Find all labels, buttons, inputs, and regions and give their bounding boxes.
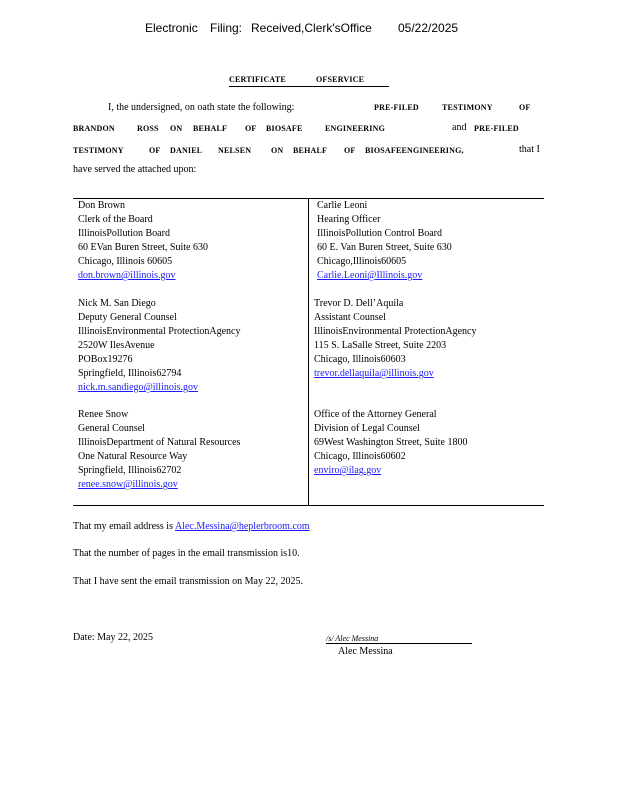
- intro-word: TESTIMONY: [73, 146, 124, 155]
- entry-line: Chicago, Illinois 60605: [78, 256, 173, 267]
- intro-served: have served the attached upon:: [73, 164, 197, 175]
- intro-word: PRE-FILED: [474, 124, 519, 133]
- service-entry-renee-snow: [78, 408, 240, 492]
- intro-word: NELSEN: [218, 146, 252, 155]
- entry-line: Hearing Officer: [317, 214, 381, 225]
- intro-word: ON: [170, 124, 183, 133]
- service-entry-attorney-general: [314, 408, 467, 478]
- entry-line: IllinoisDepartment of Natural Resources: [78, 437, 241, 448]
- email-link[interactable]: renee.snow@illinois.gov: [78, 479, 178, 490]
- service-entry-don-brown: [78, 199, 208, 283]
- entry-line: 60 E. Van Buren Street, Suite 630: [317, 242, 452, 253]
- sender-email-link[interactable]: Alec.Messina@heplerbroom.com: [174, 521, 310, 532]
- intro-word: OF: [245, 124, 257, 133]
- entry-line: General Counsel: [78, 423, 145, 434]
- statement-email-prefix: That my email address is: [73, 521, 173, 532]
- table-bottom-border: [73, 505, 544, 506]
- statement-pages: That the number of pages in the email transmission is10.: [73, 548, 300, 559]
- service-entry-nick-san-diego: [78, 297, 240, 395]
- email-link[interactable]: trevor.dellaquila@illinois.gov: [314, 368, 434, 379]
- table-divider: [308, 198, 309, 505]
- intro-word: BRANDON: [73, 124, 115, 133]
- filing-label-filing: Filing:: [210, 21, 243, 35]
- intro-word: OF: [519, 103, 531, 112]
- filing-date: 05/22/2025: [398, 21, 459, 35]
- entry-line: Division of Legal Counsel: [314, 423, 420, 434]
- service-entry-trevor-dellaquila: [314, 297, 476, 381]
- signature-name: Alec Messina: [338, 646, 393, 657]
- title-underline: [229, 86, 389, 87]
- entry-line: IllinoisPollution Control Board: [317, 228, 443, 239]
- intro-word: BEHALF: [293, 146, 328, 155]
- entry-line: 2520W IlesAvenue: [78, 340, 155, 351]
- intro-word: TESTIMONY: [442, 103, 493, 112]
- entry-line: 115 S. LaSalle Street, Suite 2203: [314, 340, 447, 351]
- email-link[interactable]: Carlie.Leoni@Illinois.gov: [317, 270, 423, 281]
- entry-line: Deputy General Counsel: [78, 312, 177, 323]
- intro-word: DANIEL: [170, 146, 203, 155]
- statement-sent: That I have sent the email transmission on May 22, 2025.: [73, 576, 303, 587]
- entry-line: IllinoisEnvironmental ProtectionAgency: [314, 326, 477, 337]
- intro-word: ON: [271, 146, 284, 155]
- intro-word: ROSS: [137, 124, 159, 133]
- entry-line: Springfield, Illinois62794: [78, 368, 182, 379]
- entry-line: IllinoisPollution Board: [78, 228, 170, 239]
- intro-word: BEHALF: [193, 124, 228, 133]
- email-link[interactable]: enviro@ilag.gov: [314, 465, 382, 476]
- title-ofservice: OFSERVICE: [316, 75, 365, 84]
- entry-line: Renee Snow: [78, 409, 129, 420]
- intro-word: OF: [344, 146, 356, 155]
- signature-underline: [326, 643, 472, 644]
- intro-word: that I: [519, 144, 540, 155]
- intro-word: ENGINEERING: [325, 124, 385, 133]
- signature-line-text: /s/ Alec Messina: [326, 634, 379, 643]
- entry-line: 60 EVan Buren Street, Suite 630: [78, 242, 208, 253]
- entry-line: Nick M. San Diego: [78, 298, 156, 309]
- statement-email: [73, 521, 336, 532]
- email-link[interactable]: don.brown@illinois.gov: [78, 270, 176, 281]
- entry-line: IllinoisEnvironmental ProtectionAgency: [78, 326, 241, 337]
- intro-word: and: [452, 122, 467, 133]
- entry-line: Chicago, Illinois60603: [314, 354, 406, 365]
- entry-line: Office of the Attorney General: [314, 409, 437, 420]
- intro-text: I, the undersigned, on oath state the following:: [108, 102, 295, 113]
- entry-line: Clerk of the Board: [78, 214, 153, 225]
- entry-line: Chicago, Illinois60602: [314, 451, 406, 462]
- entry-line: Chicago,Illinois60605: [317, 256, 407, 267]
- intro-word: BIOSAFE: [266, 124, 303, 133]
- intro-word: OF: [149, 146, 161, 155]
- email-link[interactable]: nick.m.sandiego@illinois.gov: [78, 382, 199, 393]
- entry-line: Don Brown: [78, 200, 125, 211]
- entry-line: Assistant Counsel: [314, 312, 386, 323]
- entry-line: One Natural Resource Way: [78, 451, 188, 462]
- filing-label-electronic: Electronic: [145, 21, 198, 35]
- signature-date: Date: May 22, 2025: [73, 632, 153, 643]
- entry-line: 69West Washington Street, Suite 1800: [314, 437, 468, 448]
- entry-line: Carlie Leoni: [317, 200, 368, 211]
- entry-line: Springfield, Illinois62702: [78, 465, 182, 476]
- service-entry-carlie-leoni: [317, 199, 452, 283]
- entry-line: Trevor D. Dell’Aquila: [314, 298, 404, 309]
- filing-received: Received,Clerk'sOffice: [251, 21, 372, 35]
- intro-word: BIOSAFEENGINEERING,: [365, 146, 464, 155]
- title-certificate: CERTIFICATE: [229, 75, 286, 84]
- intro-word: PRE-FILED: [374, 103, 419, 112]
- entry-line: POBox19276: [78, 354, 133, 365]
